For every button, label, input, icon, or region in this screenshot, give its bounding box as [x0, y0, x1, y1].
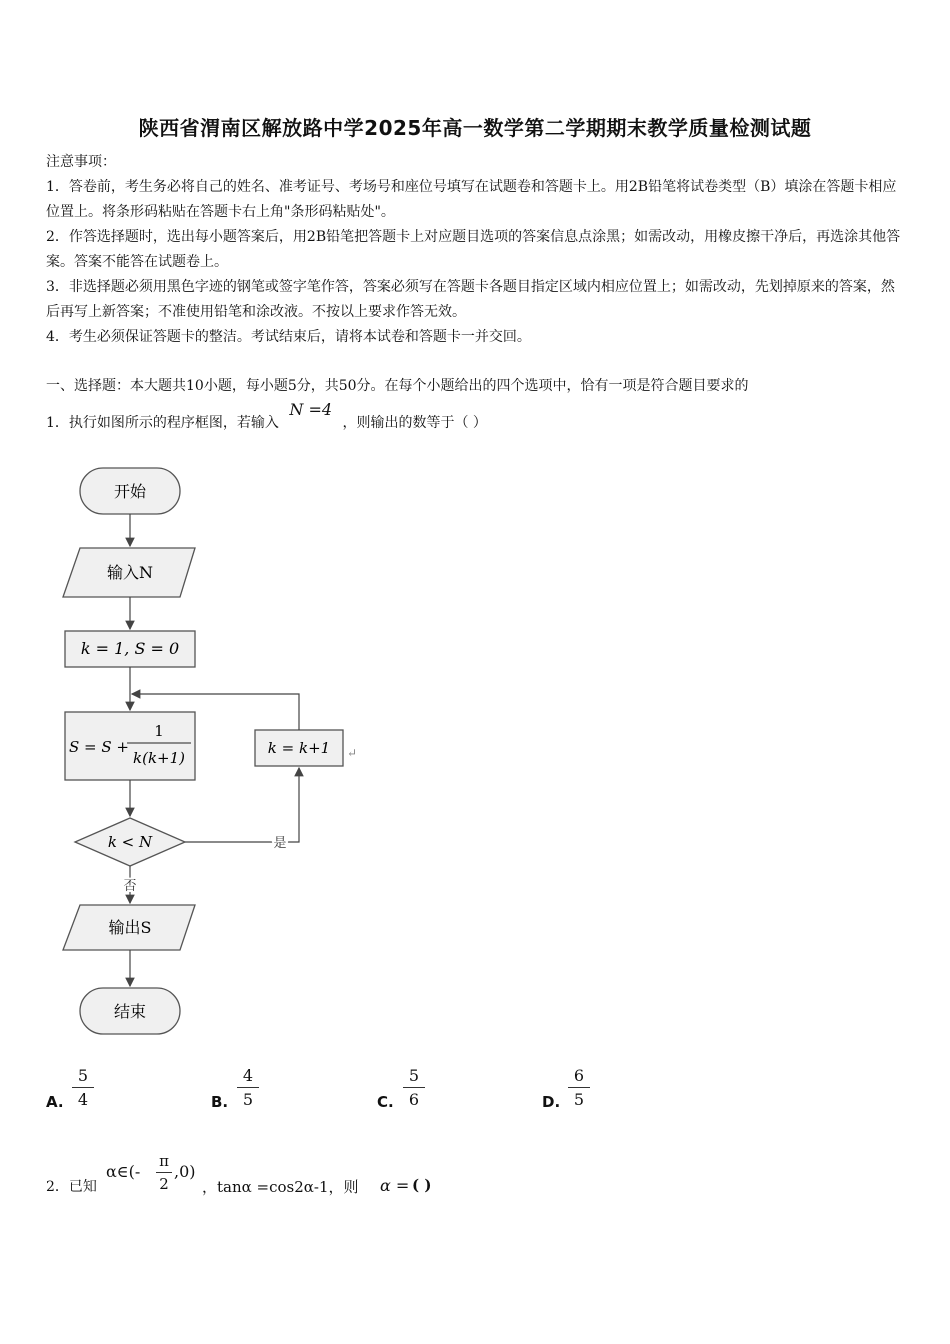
- option-b-denominator: 5: [242, 1090, 254, 1109]
- question-2-alpha-eq: α =: [380, 1176, 410, 1195]
- option-b-fraction: [237, 1066, 259, 1109]
- option-b-fraction-bar: [237, 1087, 259, 1088]
- flow-condition-text: k < N: [107, 833, 153, 851]
- question-1-prefix: 1．执行如图所示的程序框图，若输入: [46, 415, 279, 431]
- question-1-stem: [46, 400, 487, 432]
- question-2-paren: ( ): [412, 1176, 432, 1194]
- option-b-numerator: 4: [242, 1066, 254, 1085]
- option-a-denominator: 4: [77, 1090, 89, 1109]
- option-a-numerator: 5: [77, 1066, 89, 1085]
- section-heading: 一、选择题：本大题共10小题，每小题5分，共50分。在每个小题给出的四个选项中，恰有一项是符合题目要求的: [46, 378, 749, 394]
- question-2-close: ,0): [174, 1162, 196, 1181]
- option-c-fraction-bar: [403, 1087, 425, 1088]
- flow-update-k-text: k = k+1: [267, 739, 331, 757]
- option-d-label: D.: [542, 1093, 561, 1111]
- notice-item-4: 4．考生必须保证答题卡的整洁。考试结束后，请将本试卷和答题卡一并交回。: [46, 329, 531, 345]
- flowchart: [55, 460, 375, 1050]
- question-2-alpha-in: α∈(-: [106, 1162, 141, 1181]
- question-2-prefix: 2．已知: [46, 1179, 97, 1195]
- page-title: 陕西省渭南区解放路中学2025年高一数学第二学期期末教学质量检测试题: [138, 116, 812, 140]
- flow-yes-label: 是: [273, 836, 287, 851]
- flow-update-s-left: S = S +: [69, 738, 129, 756]
- option-a-fraction: [72, 1066, 94, 1109]
- option-d-denominator: 5: [573, 1090, 585, 1109]
- option-c-label: C.: [377, 1093, 394, 1111]
- flow-end-text: 结束: [113, 1002, 147, 1021]
- flow-return-mark: ↵: [347, 746, 358, 760]
- question-1-math: N =4: [289, 400, 333, 419]
- question-2-two: 2: [159, 1175, 169, 1193]
- flow-output-text: 输出S: [108, 918, 152, 937]
- option-a-fraction-bar: [72, 1087, 94, 1088]
- notice-heading: 注意事项：: [46, 154, 116, 170]
- flow-update-s-num: 1: [154, 722, 164, 740]
- option-d-fraction: [568, 1066, 590, 1109]
- option-b-label: B.: [211, 1093, 229, 1111]
- question-2-pi: π: [159, 1152, 169, 1170]
- flow-init-text: k = 1, S = 0: [80, 639, 180, 658]
- option-c-numerator: 5: [408, 1066, 420, 1085]
- notice-item-2: 2．作答选择题时，选出每小题答案后，用2B铅笔把答题卡上对应题目选项的答案信息点涂黑；如需改动，用橡皮擦干净后，再选涂其他答案。答案不能答在试题卷上。: [46, 229, 901, 270]
- flow-input-text: 输入N: [106, 563, 154, 582]
- option-d-fraction-bar: [568, 1087, 590, 1088]
- notice-item-3: 3．非选择题必须用黑色字迹的钢笔或签字笔作答，答案必须写在答题卡各题目指定区域内相应位置上；如需改动，先划掉原来的答案，然后再写上新答案；不准使用铅笔和涂改液。不按以上要求作答无效。: [46, 279, 895, 320]
- flow-start-text: 开始: [113, 482, 147, 501]
- option-d-numerator: 6: [573, 1066, 585, 1085]
- question-2-pi-fraction: [156, 1152, 172, 1193]
- notice-item-1: 1．答卷前，考生务必将自己的姓名、准考证号、考场号和座位号填写在试题卷和答题卡上。用2B铅笔将试卷类型（B）填涂在答题卡相应位置上。将条形码粘贴在答题卡右上角"条形码粘贴处"。: [46, 179, 897, 220]
- option-a-label: A.: [46, 1093, 64, 1111]
- option-c-denominator: 6: [408, 1090, 420, 1109]
- option-c-fraction: [403, 1066, 425, 1109]
- flow-no-label: 否: [123, 879, 137, 894]
- flow-update-s-den: k(k+1): [133, 749, 185, 767]
- question-2-fraction-bar: [156, 1172, 172, 1173]
- question-1-suffix: ，则输出的数等于（ ）: [342, 415, 487, 431]
- question-2-mid: ，tanα =cos2α-1，则: [202, 1178, 359, 1196]
